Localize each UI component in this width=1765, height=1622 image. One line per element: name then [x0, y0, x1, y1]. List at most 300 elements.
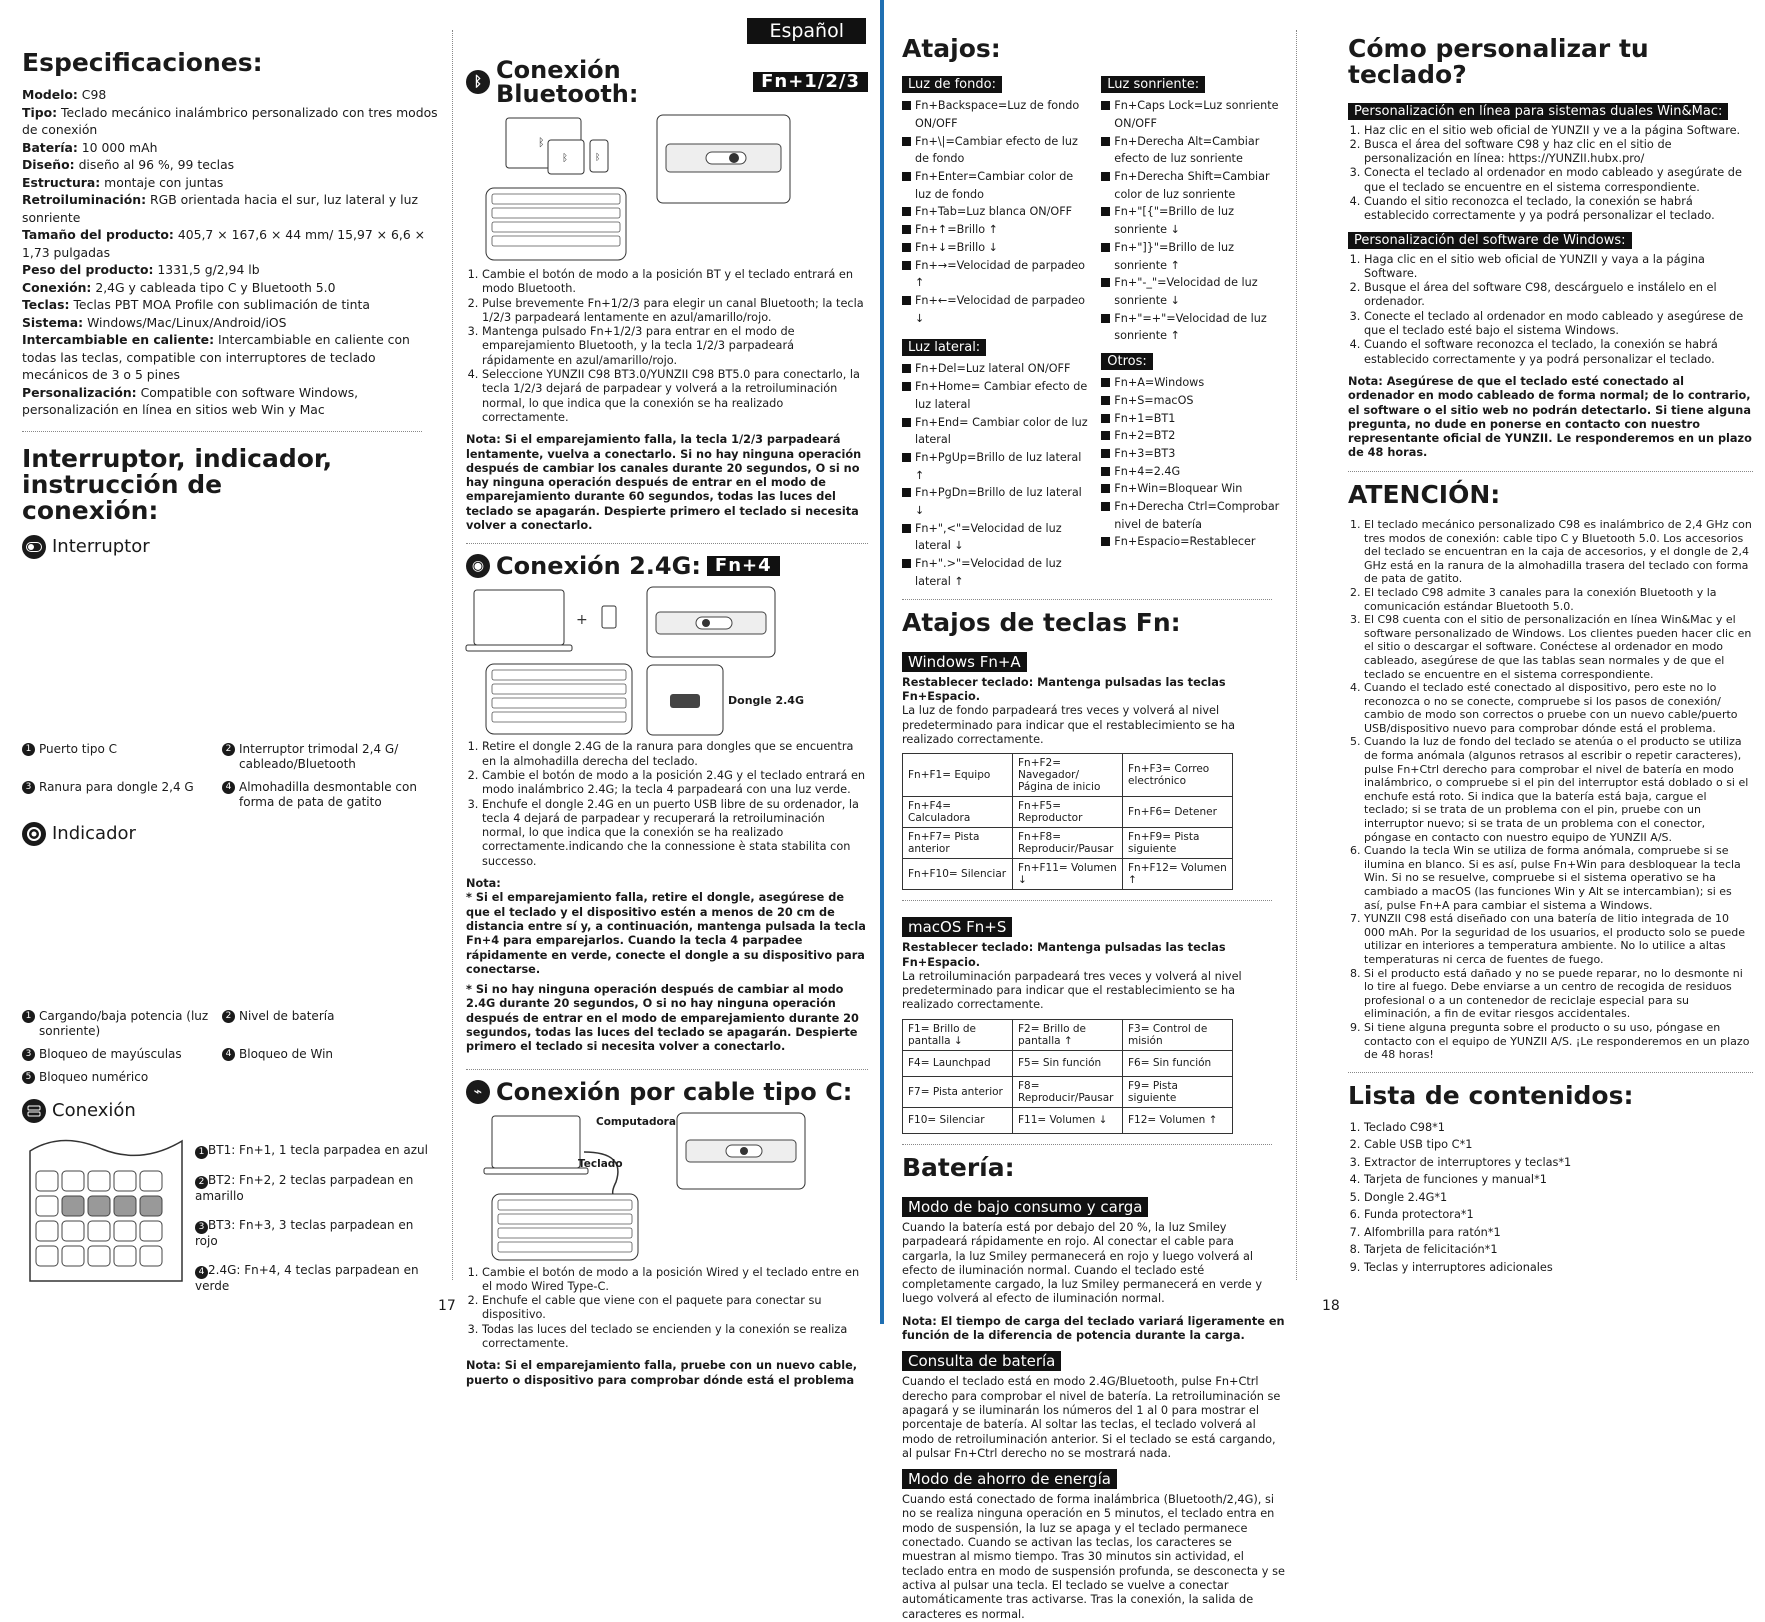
windows-fn-tag: Windows Fn+A: [902, 652, 1027, 672]
legend-number: 2: [195, 1176, 208, 1189]
contents-item: 2. Cable USB tipo C*1: [1364, 1136, 1753, 1154]
online-custom-step: 2. Busca el área del software C98 y haz clic en el sitio de personalización en línea: https://YUNZII.hubx.pro/: [1364, 138, 1753, 167]
fn-cell: Fn+F12= Volumen ↑: [1123, 859, 1233, 890]
attention-list: [1348, 518, 1753, 1062]
smilelight-shortcuts: [1101, 97, 1287, 345]
bullet-square-icon: [1101, 502, 1110, 511]
legend-number: 3: [22, 781, 35, 794]
wired-heading: [466, 1077, 868, 1106]
specs-list: [22, 86, 442, 419]
fn-cell: F8= Reproducir/Pausar: [1013, 1076, 1123, 1107]
shortcut-text: Fn+PgUp=Brillo de luz lateral ↑: [915, 450, 1082, 482]
fn-row: [903, 1050, 1233, 1076]
wireless-illustration: [466, 586, 868, 736]
legend-number: 3: [195, 1221, 208, 1234]
bluetooth-title: Conexión Bluetooth:: [496, 56, 639, 108]
computer-label: Computadora: [596, 1115, 676, 1128]
middle-column: [466, 50, 868, 1387]
bluetooth-step: 2. Pulse brevemente Fn+1/2/3 para elegir un canal Bluetooth; la tecla 1/2/3 parpadeará lentamente en azul/amarillo/rojo.: [482, 297, 868, 326]
spec-item: [22, 174, 442, 192]
shortcut-text: Fn+",<"=Velocidad de luz lateral ↓: [915, 521, 1062, 553]
bullet-square-icon: [1101, 414, 1110, 423]
bullet-square-icon: [1101, 243, 1110, 252]
spec-label: Diseño:: [22, 157, 75, 173]
connection-icon: [22, 1099, 46, 1123]
legend-text: 2.4G: Fn+4, 4 teclas parpadean en verde: [195, 1262, 419, 1293]
mac-reset-desc: La retroiluminación parpadeará tres veces y volverá al nivel predeterminado para indicar que el restablecimiento se ha realizado correctamente.: [902, 969, 1242, 1012]
right-column: [1348, 36, 1753, 1360]
spec-label: Tamaño del producto:: [22, 227, 174, 243]
shortcut-item: [1101, 203, 1287, 238]
spec-item: [22, 296, 442, 314]
customize-note: Nota: Asegúrese de que el teclado esté conectado al ordenador en modo cableado de forma normal; de lo contrario, el software o el sitio web no podrán detectarlo. Si tiene alguna pregunta, no dude en ponerse en contacto con nuestro representante oficial de YUNZII. Le responderemos en un plazo de 48 horas.: [1348, 374, 1752, 460]
windows-fn-table: [902, 753, 1233, 890]
other-shortcuts: [1101, 374, 1287, 551]
backlight-tag: Luz de fondo:: [902, 76, 1002, 93]
wired-note: Nota: Si el emparejamiento falla, pruebe con un nuevo cable, puerto o dispositivo para comprobar dónde está el problema: [466, 1359, 858, 1387]
fn-row: [903, 828, 1233, 859]
contents-item: 8. Tarjeta de felicitación*1: [1364, 1241, 1753, 1259]
switch-section-title: Interruptor, indicador, instrucción de conexión:: [22, 443, 333, 526]
contents-item: 3. Extractor de interruptores y teclas*1: [1364, 1154, 1753, 1172]
wired-step: 2. Enchufe el cable que viene con el paquete para conectar su dispositivo.: [482, 1294, 868, 1323]
fn-cell: Fn+F1= Equipo: [903, 754, 1013, 797]
battery-check-tag: Consulta de batería: [902, 1351, 1061, 1371]
spec-value: Teclas PBT MOA Profile con sublimación de tinta: [73, 297, 370, 313]
switch-legend: [22, 742, 442, 810]
wired-illustration: [466, 1112, 868, 1262]
shortcut-text: Fn+"[{"=Brillo de luz sonriente ↓: [1114, 205, 1234, 237]
fn-cell: F3= Control de misión: [1123, 1019, 1233, 1050]
specs-title: Especificaciones:: [22, 48, 263, 77]
bluetooth-note: Nota: Si el emparejamiento falla, la tecla 1/2/3 parpadeará lentamente, vuelva a conectarlo. Si no hay ninguna operación después de cambiar los canales durante 20 segundos, O si no hay ninguna operación después de entrar en el modo de emparejamiento durante 60 segundos, todas las luces del teclado se apagarán. Despierte primero el teclado si necesita volver a conectarlo.: [466, 433, 862, 533]
bluetooth-devices-image: [466, 114, 636, 262]
attention-title: ATENCIÓN:: [1348, 479, 1501, 509]
shortcuts-col-b: [1101, 72, 1287, 590]
bullet-square-icon: [1101, 378, 1110, 387]
shortcut-text: Fn+".>"=Velocidad de luz lateral ↑: [915, 557, 1062, 588]
spec-value: 10 000 mAh: [81, 139, 158, 155]
shortcut-item: [902, 555, 1091, 590]
legend-text: BT1: Fn+1, 1 tecla parpadea en azul: [208, 1142, 428, 1157]
attention-item: 9. Si tiene alguna pregunta sobre el producto o su uso, póngase en contacto con el equipo de YUNZII A/S. ¡Le responderemos en un plazo de 48 horas!: [1364, 1021, 1753, 1062]
shortcut-item: [1101, 480, 1287, 498]
shortcut-text: Fn+←=Velocidad de parpadeo ↓: [915, 293, 1086, 325]
contents-title: Lista de contenidos:: [1348, 1080, 1634, 1110]
fn-cell: Fn+F5= Reproductor: [1013, 797, 1123, 828]
legend-item: [22, 1009, 222, 1039]
legend-number: 4: [195, 1266, 208, 1279]
shortcut-text: Fn+Derecha Ctrl=Comprobar nivel de batería: [1114, 500, 1280, 531]
attention-item: 7. YUNZII C98 está diseñado con una batería de litio integrada de 10 000 mAh. Por la seguridad de los usuarios, el producto solo se puede utilizar en interiores a temperatura ambiente. No lo utilice a altas temperaturas ni cerca de fuentes de fuego.: [1364, 912, 1753, 966]
shortcuts-col-a: [902, 72, 1091, 590]
windows-reset-desc: La luz de fondo parpadeará tres veces y volverá al nivel predeterminado para indicar que el restablecimiento se ha realizado correctamente.: [902, 704, 1236, 746]
bullet-square-icon: [902, 418, 911, 427]
spec-value: Teclado mecánico inalámbrico personalizado con tres modos de conexión: [22, 104, 438, 138]
legend-text: Puerto tipo C: [39, 741, 117, 756]
legend-number: 1: [22, 743, 35, 756]
fn-cell: F12= Volumen ↑: [1123, 1107, 1233, 1133]
svg-text:ᛒ: ᛒ: [595, 153, 601, 163]
spec-item: [22, 261, 442, 279]
shortcut-item: [1101, 374, 1287, 392]
spec-value: 2,4G y cableada tipo C y Bluetooth 5.0: [95, 279, 336, 295]
shortcut-item: [902, 414, 1091, 449]
fn-cell: Fn+F11= Volumen ↓: [1013, 859, 1123, 890]
shortcut-text: Fn+Enter=Cambiar color de luz de fondo: [915, 170, 1074, 201]
legend-number: 1: [195, 1146, 208, 1159]
shortcut-item: [902, 449, 1091, 484]
connection-legend: [195, 1131, 435, 1294]
keyboard-label: Teclado: [578, 1157, 623, 1170]
shortcut-text: Fn+↑=Brillo ↑: [915, 223, 999, 237]
shortcut-text: Fn+Del=Luz lateral ON/OFF: [915, 362, 1071, 376]
shortcut-text: Fn+Tab=Luz blanca ON/OFF: [915, 205, 1073, 219]
shortcut-item: [1101, 274, 1287, 309]
connection-heading: [22, 1099, 442, 1123]
legend-text: Ranura para dongle 2,4 G: [39, 779, 194, 794]
attention-item: 5. Cuando la luz de fondo del teclado se atenúa o el producto se utiliza de forma anómala (algunos retrasos al escribir o repetir caracteres), pulse Fn+Ctrl derecho para comprobar el nivel de batería en modo inalámbrico, o compruebe si el pin del interruptor está doblado o si el enchufe está roto. Si indica que la batería está baja, cargue el teclado; si se trata de un problema con el pin, pruebe con un interruptor nuevo; si se trata de un problema con el conector, póngase en contacto con nuestro equipo de YUNZII A/S.: [1364, 735, 1753, 844]
bullet-square-icon: [1101, 467, 1110, 476]
bluetooth-step: 3. Mantenga pulsado Fn+1/2/3 para entrar en el modo de emparejamiento Bluetooth, y la tecla 1/2/3 parpadeará rápidamente en azul/amarillo/rojo.: [482, 325, 868, 368]
online-custom-step: 4. Cuando el sitio reconozca el teclado, la conexión se habrá establecido correctamente y ya podrá personalizar el teclado.: [1364, 195, 1753, 224]
shortcut-item: [1101, 310, 1287, 345]
wireless-key-badge: Fn+4: [707, 556, 780, 576]
shortcut-item: [1101, 410, 1287, 428]
shortcut-text: Fn+S=macOS: [1114, 393, 1194, 407]
bluetooth-key-badge: Fn+1/2/3: [753, 72, 868, 92]
contents-item: 9. Teclas y interruptores adicionales: [1364, 1259, 1753, 1277]
bullet-square-icon: [1101, 537, 1110, 546]
page-17: [0, 0, 880, 1387]
fn-row: [903, 797, 1233, 828]
wireless-step: 1. Retire el dongle 2.4G de la ranura para dongles que se encuentra en la almohadilla derecha del teclado.: [482, 740, 868, 769]
bullet-square-icon: [902, 225, 911, 234]
contents-item: 6. Funda protectora*1: [1364, 1206, 1753, 1224]
attention-item: 3. El C98 cuenta con el sitio de personalización en línea Win&Mac y el software personalizado de Windows. Los clientes pueden hacer clic en el sitio o descargar el software. Conéctese al ordenador en modo cableado, asegúrese de que las tablas sean normales y de que el teclado se encuentre en el sistema correspondiente.: [1364, 613, 1753, 681]
spec-item: [22, 331, 442, 384]
fn-cell: F1= Brillo de pantalla ↓: [903, 1019, 1013, 1050]
shortcut-item: [902, 360, 1091, 378]
spec-item: [22, 86, 442, 104]
fn-cell: F9= Pista siguiente: [1123, 1076, 1233, 1107]
battery-check-text: Cuando el teclado está en modo 2.4G/Bluetooth, pulse Fn+Ctrl derecho para comprobar el nivel de batería. La retroiluminación se apagará y se iluminarán los números del 1 al 0 para mostrar el porcentaje de batería. Al soltar las teclas, el teclado volverá al modo de retroiluminación anterior. Si el teclado se está cargando, al pulsar Fn+Ctrl derecho no se mostrará nada.: [902, 1375, 1281, 1460]
bullet-square-icon: [1101, 449, 1110, 458]
contents-item: 4. Tarjeta de funciones y manual*1: [1364, 1171, 1753, 1189]
wireless-switch-closeup: [646, 586, 776, 658]
dongle-label: Dongle 2.4G: [728, 693, 804, 707]
shortcut-text: Fn+Backspace=Luz de fondo ON/OFF: [915, 99, 1080, 130]
legend-item: [222, 1009, 422, 1039]
fn-cell: Fn+F3= Correo electrónico: [1123, 754, 1233, 797]
switch-title: Interruptor: [52, 536, 150, 557]
fn-cell: F11= Volumen ↓: [1013, 1107, 1123, 1133]
bullet-square-icon: [902, 243, 911, 252]
fn-cell: F6= Sin función: [1123, 1050, 1233, 1076]
bullet-square-icon: [902, 364, 911, 373]
wireless-heading: [466, 552, 868, 581]
shortcut-item: [1101, 97, 1287, 132]
spec-value: C98: [81, 87, 107, 103]
legend-item: [22, 742, 222, 772]
keyboard-corner-illustration: [22, 1131, 187, 1294]
legend-number: 5: [22, 1071, 35, 1084]
indicator-legend: [22, 1009, 442, 1085]
mac-reset: Restablecer teclado: Mantenga pulsadas las teclas Fn+Espacio.: [902, 941, 1226, 969]
spec-item: [22, 156, 442, 174]
fn-cell: Fn+F4= Calculadora: [903, 797, 1013, 828]
fn-row: [903, 1019, 1233, 1050]
customize-title: Cómo personalizar tu teclado?: [1348, 34, 1649, 90]
shortcut-item: [902, 257, 1091, 292]
legend-text: Bloqueo numérico: [39, 1069, 149, 1084]
bullet-square-icon: [1101, 172, 1110, 181]
bullet-square-icon: [902, 382, 911, 391]
bullet-square-icon: [902, 101, 911, 110]
shortcut-item: [1101, 498, 1287, 533]
shortcut-text: Fn+"=+"=Velocidad de luz sonriente ↑: [1114, 311, 1267, 343]
shortcut-text: Fn+Caps Lock=Luz sonriente ON/OFF: [1114, 99, 1279, 130]
legend-number: 4: [222, 1048, 235, 1061]
shortcut-item: [1101, 445, 1287, 463]
spec-item: [22, 279, 442, 297]
shortcut-item: [902, 239, 1091, 257]
shortcut-text: Fn+→=Velocidad de parpadeo ↑: [915, 258, 1086, 290]
shortcut-item: [1101, 427, 1287, 445]
shortcuts-title: Atajos:: [902, 34, 1001, 63]
wifi-icon: ◉: [466, 554, 490, 578]
left-column: [22, 50, 442, 1374]
fn-row: [903, 1076, 1233, 1107]
spec-value: diseño al 96 %, 99 teclas: [78, 157, 235, 173]
legend-item: [195, 1173, 435, 1204]
bluetooth-step: 1. Cambie el botón de modo a la posición BT y el teclado entrará en modo Bluetooth.: [482, 268, 868, 297]
contents-item: 5. Dongle 2.4G*1: [1364, 1189, 1753, 1207]
legend-item: [22, 1047, 222, 1062]
attention-item: 6. Cuando la tecla Win se utiliza de forma anómala, compruebe si se ilumina en blanco. Si es así, pulse Fn+Win para desbloquear la tecla Win. Si no se resuelve, compruebe si el sistema operativo se ha cambiado a macOS (las funciones Win y Alt se intercambian); si es así, pulse Fn+A para cambiar el sistema a Windows.: [1364, 844, 1753, 912]
shortcut-text: Fn+Home= Cambiar efecto de luz lateral: [915, 380, 1088, 411]
spec-item: [22, 384, 442, 419]
shortcuts-grid: [902, 72, 1287, 590]
switch-image-area: [22, 567, 442, 742]
low-power-tag: Modo de bajo consumo y carga: [902, 1197, 1148, 1217]
cable-icon: ⌁: [466, 1080, 490, 1104]
fn-row: [903, 859, 1233, 890]
contents-item: 7. Alfombrilla para ratón*1: [1364, 1224, 1753, 1242]
fn-cell: Fn+F10= Silenciar: [903, 859, 1013, 890]
smilelight-tag: Luz sonriente:: [1101, 76, 1205, 93]
bullet-square-icon: [902, 172, 911, 181]
shortcut-item: [1101, 168, 1287, 203]
attention-item: 4. Cuando el teclado esté conectado al dispositivo, pero este no lo reconozca o no se conecte, compruebe si los pasos de conexión/ cambio de modo son correctos o pruebe con un nuevo cable/puerto USB/dispositivo nuevo para comprobar dónde está el problema.: [1364, 681, 1753, 735]
connection-title: Conexión: [52, 1100, 136, 1121]
shortcuts-column: [902, 34, 1287, 1621]
wireless-note-label: Nota:: [466, 877, 501, 891]
legend-text: Bloqueo de Win: [239, 1046, 334, 1061]
wireless-closeups: [646, 586, 804, 736]
page-number-right: 18: [1322, 1298, 1340, 1314]
indicator-title: Indicador: [52, 823, 136, 844]
bullet-square-icon: [902, 296, 911, 305]
legend-item: [222, 742, 422, 772]
bullet-square-icon: [1101, 207, 1110, 216]
spec-value: Intercambiable en caliente con todas las teclas, compatible con interruptores de teclado mecánicos de 3 o 5 pines: [22, 332, 410, 383]
shortcut-item: [902, 484, 1091, 519]
fn-cell: F2= Brillo de pantalla ↑: [1013, 1019, 1123, 1050]
legend-item: [222, 1047, 422, 1062]
wireless-note-1: * Si el emparejamiento falla, retire el dongle, asegúrese de que el teclado y el dispositivo estén a menos de 20 cm de distancia entre sí y, a continuación, mantenga pulsada la tecla Fn+4 para emparejarlos. Cuando la tecla 4 parpadee rápidamente en verde, conecte el dongle a su dispositivo para conectarse.: [466, 891, 866, 976]
shortcut-text: Fn+End= Cambiar color de luz lateral: [915, 415, 1088, 447]
shortcut-text: Fn+3=BT3: [1114, 446, 1176, 460]
shortcut-text: Fn+"]}"=Brillo de luz sonriente ↑: [1114, 240, 1234, 272]
fn-cell: Fn+F8= Reproducir/Pausar: [1013, 828, 1123, 859]
bullet-square-icon: [1101, 396, 1110, 405]
switch-heading: [22, 535, 442, 559]
spec-label: Personalización:: [22, 384, 137, 400]
mac-fn-tag: macOS Fn+S: [902, 917, 1012, 937]
shortcut-item: [902, 520, 1091, 555]
fn-cell: Fn+F6= Detener: [1123, 797, 1233, 828]
others-tag: Otros:: [1101, 353, 1153, 370]
spec-label: Modelo:: [22, 87, 78, 103]
legend-text: Cargando/baja potencia (luz sonriente): [39, 1008, 209, 1038]
legend-text: Interruptor trimodal 2,4 G/ cableado/Bluetooth: [239, 741, 399, 771]
attention-item: 1. El teclado mecánico personalizado C98 es inalámbrico de 2,4 GHz con tres modos de conexión: cable tipo C y Bluetooth 5.0. Los accesorios del teclado se encuentran en la caja de accesorios, y el dongle de 2,4 GHz está en la ranura de la almohadilla trasera del teclado con forma de pata de gatito.: [1364, 518, 1753, 586]
bullet-square-icon: [1101, 431, 1110, 440]
legend-number: 3: [22, 1048, 35, 1061]
attention-item: 8. Si el producto está dañado y no se puede reparar, no lo desmonte ni lo tire al fuego. Debe enviarse a un centro de recogida de residuos profesional o a un contenedor de reciclaje especial para su eliminación, a fin de evitar riesgos accidentales.: [1364, 967, 1753, 1021]
legend-text: Almohadilla desmontable con forma de pata de gatito: [239, 779, 417, 809]
legend-text: BT2: Fn+2, 2 teclas parpadean en amarillo: [195, 1172, 414, 1203]
bluetooth-step: 4. Seleccione YUNZII C98 BT3.0/YUNZII C98 BT5.0 para conectarlo, la tecla 1/2/3 dejará de parpadear y volverá a la retroiluminación normal, lo que indica que la conexión se ha realizado correctamente.: [482, 368, 868, 425]
shortcut-item: [1101, 533, 1287, 551]
bullet-square-icon: [902, 559, 911, 568]
power-save-text: Cuando está conectado de forma inalámbrica (Bluetooth/2,4G), si no se realiza ninguna operación en 5 minutos, el teclado entra en modo de suspensión, la luz se apaga y el teclado permanece conectado. Cuando se activan las teclas, los caracteres se muestran al mismo tiempo. Tras 30 minutos sin actividad, el teclado entra en modo de suspensión profunda, se desconecta y se activa al pulsar una tecla. El teclado se vuelve a conectar automáticamente tras activarse. Tras la conexión, la salida de caracteres es normal.: [902, 1493, 1285, 1621]
power-save-tag: Modo de ahorro de energía: [902, 1469, 1117, 1489]
legend-text: BT3: Fn+3, 3 teclas parpadean en rojo: [195, 1217, 414, 1248]
legend-item: [22, 780, 222, 810]
page-18: [884, 0, 1765, 1621]
legend-item: [195, 1218, 435, 1249]
shortcut-text: Fn+1=BT1: [1114, 411, 1176, 425]
spec-item: [22, 314, 442, 332]
spec-label: Batería:: [22, 139, 78, 155]
legend-item: [195, 1143, 435, 1159]
shortcut-text: Fn+PgDn=Brillo de luz lateral ↓: [915, 486, 1082, 518]
spec-label: Retroiluminación:: [22, 192, 147, 208]
windows-custom-tag: Personalización del software de Windows:: [1348, 232, 1632, 249]
spec-value: 405,7 × 167,6 × 44 mm/ 15,97 × 6,6 × 1,73 pulgadas: [22, 227, 426, 260]
online-custom-step: 3. Conecta el teclado al ordenador en modo cableado y asegúrate de que el teclado se encuentre en el sistema correspondiente.: [1364, 166, 1753, 195]
bullet-square-icon: [902, 207, 911, 216]
svg-text:ᛒ: ᛒ: [562, 153, 568, 164]
svg-text:ᛒ: ᛒ: [538, 136, 545, 149]
bullet-square-icon: [902, 261, 911, 270]
shortcut-item: [1101, 239, 1287, 274]
spec-value: montaje con juntas: [104, 174, 224, 190]
wired-title: Conexión por cable tipo C:: [496, 1077, 853, 1106]
fn-cell: F7= Pista anterior: [903, 1076, 1013, 1107]
legend-item: [22, 1070, 222, 1085]
spec-value: Windows/Mac/Linux/Android/iOS: [87, 314, 287, 330]
spec-label: Sistema:: [22, 314, 84, 330]
shortcut-item: [902, 203, 1091, 221]
fn-row: [903, 1107, 1233, 1133]
windows-custom-steps: [1348, 253, 1753, 367]
bluetooth-switch-closeup: [656, 114, 791, 204]
spec-item: [22, 139, 442, 157]
low-power-note: Nota: El tiempo de carga del teclado variará ligeramente en función de la diferencia de potencia durante la carga.: [902, 1314, 1285, 1343]
bullet-square-icon: [1101, 314, 1110, 323]
indicator-image-area: [22, 854, 442, 1009]
mac-fn-table: [902, 1019, 1233, 1134]
spec-value: 1331,5 g/2,94 lb: [157, 262, 260, 278]
windows-reset: Restablecer teclado: Mantenga pulsadas las teclas Fn+Espacio.: [902, 675, 1226, 704]
spec-item: [22, 191, 442, 226]
fn-cell: Fn+F7= Pista anterior: [903, 828, 1013, 859]
shortcut-item: [902, 292, 1091, 327]
windows-custom-step: 4. Cuando el software reconozca el teclado, la conexión se habrá establecido correctamente y ya podrá personalizar el teclado.: [1364, 338, 1753, 367]
bullet-square-icon: [902, 488, 911, 497]
shortcut-text: Fn+Win=Bloquear Win: [1114, 482, 1243, 496]
battery-title: Batería:: [902, 1152, 1015, 1182]
online-custom-steps: [1348, 124, 1753, 224]
low-power-text: Cuando la batería está por debajo del 20 %, la luz Smiley parpadeará rápidamente en rojo. Al conectar el cable para cargarla, la luz Smiley permanecerá en rojo y luego volverá al efecto de iluminación normal. Cuando el teclado esté completamente cargado, la luz Smiley permanecerá en verde y luego volverá al efecto de iluminación normal.: [902, 1221, 1263, 1306]
legend-item: [195, 1263, 435, 1294]
shortcut-text: Fn+Derecha Alt=Cambiar efecto de luz sonriente: [1114, 134, 1260, 166]
toggle-icon: [22, 535, 46, 559]
wired-image: [466, 1112, 676, 1262]
bullet-square-icon: [1101, 484, 1110, 493]
online-custom-tag: Personalización en línea para sistemas duales Win&Mac:: [1348, 103, 1728, 120]
sidelight-shortcuts: [902, 360, 1091, 590]
wireless-step: 3. Enchufe el dongle 2.4G en un puerto USB libre de su ordenador, la tecla 4 dejará de parpadear y recuperará la retroiluminación normal, lo que indica que la conexión se ha realizado correctamente.indicando che la connessione è stata stabilita con successo.: [482, 798, 868, 869]
legend-number: 4: [222, 781, 235, 794]
shortcut-text: Fn+"-_"=Velocidad de luz sonriente ↓: [1114, 276, 1258, 307]
wired-steps: [466, 1266, 868, 1352]
shortcut-item: [902, 133, 1091, 168]
legend-number: 2: [222, 1010, 235, 1023]
sidelight-tag: Luz lateral:: [902, 339, 986, 356]
windows-custom-step: 3. Conecte el teclado al ordenador en modo cableado y asegúrese de que el teclado esté bajo el sistema Windows.: [1364, 310, 1753, 339]
bluetooth-heading: [466, 58, 868, 106]
bluetooth-steps: [466, 268, 868, 425]
wired-step: 1. Cambie el botón de modo a la posición Wired y el teclado entre en el modo Wired Type-C.: [482, 1266, 868, 1295]
shortcut-text: Fn+A=Windows: [1114, 376, 1205, 390]
shortcut-text: Fn+Derecha Shift=Cambiar color de luz sonriente: [1114, 170, 1270, 201]
legend-number: 1: [22, 1010, 35, 1023]
connection-block: [22, 1131, 442, 1294]
bluetooth-illustration: [466, 114, 868, 262]
spec-label: Tipo:: [22, 104, 58, 120]
fn-cell: F5= Sin función: [1013, 1050, 1123, 1076]
wireless-title: Conexión 2.4G:: [496, 552, 701, 581]
online-custom-step: 1. Haz clic en el sitio web oficial de YUNZII y ve a la página Software.: [1364, 124, 1753, 138]
contents-item: 1. Teclado C98*1: [1364, 1119, 1753, 1137]
page-number-left: 17: [438, 1298, 456, 1314]
fn-keys-title: Atajos de teclas Fn:: [902, 607, 1181, 637]
legend-text: Nivel de batería: [239, 1008, 335, 1023]
bullet-square-icon: [1101, 101, 1110, 110]
bluetooth-icon: ᛒ: [466, 70, 490, 94]
spec-label: Teclas:: [22, 297, 70, 313]
indicator-ring-icon: [22, 822, 46, 846]
shortcut-text: Fn+Espacio=Restablecer: [1114, 535, 1256, 549]
bullet-square-icon: [902, 453, 911, 462]
legend-item: [222, 780, 422, 810]
bullet-square-icon: [1101, 137, 1110, 146]
legend-text: Bloqueo de mayúsculas: [39, 1046, 182, 1061]
